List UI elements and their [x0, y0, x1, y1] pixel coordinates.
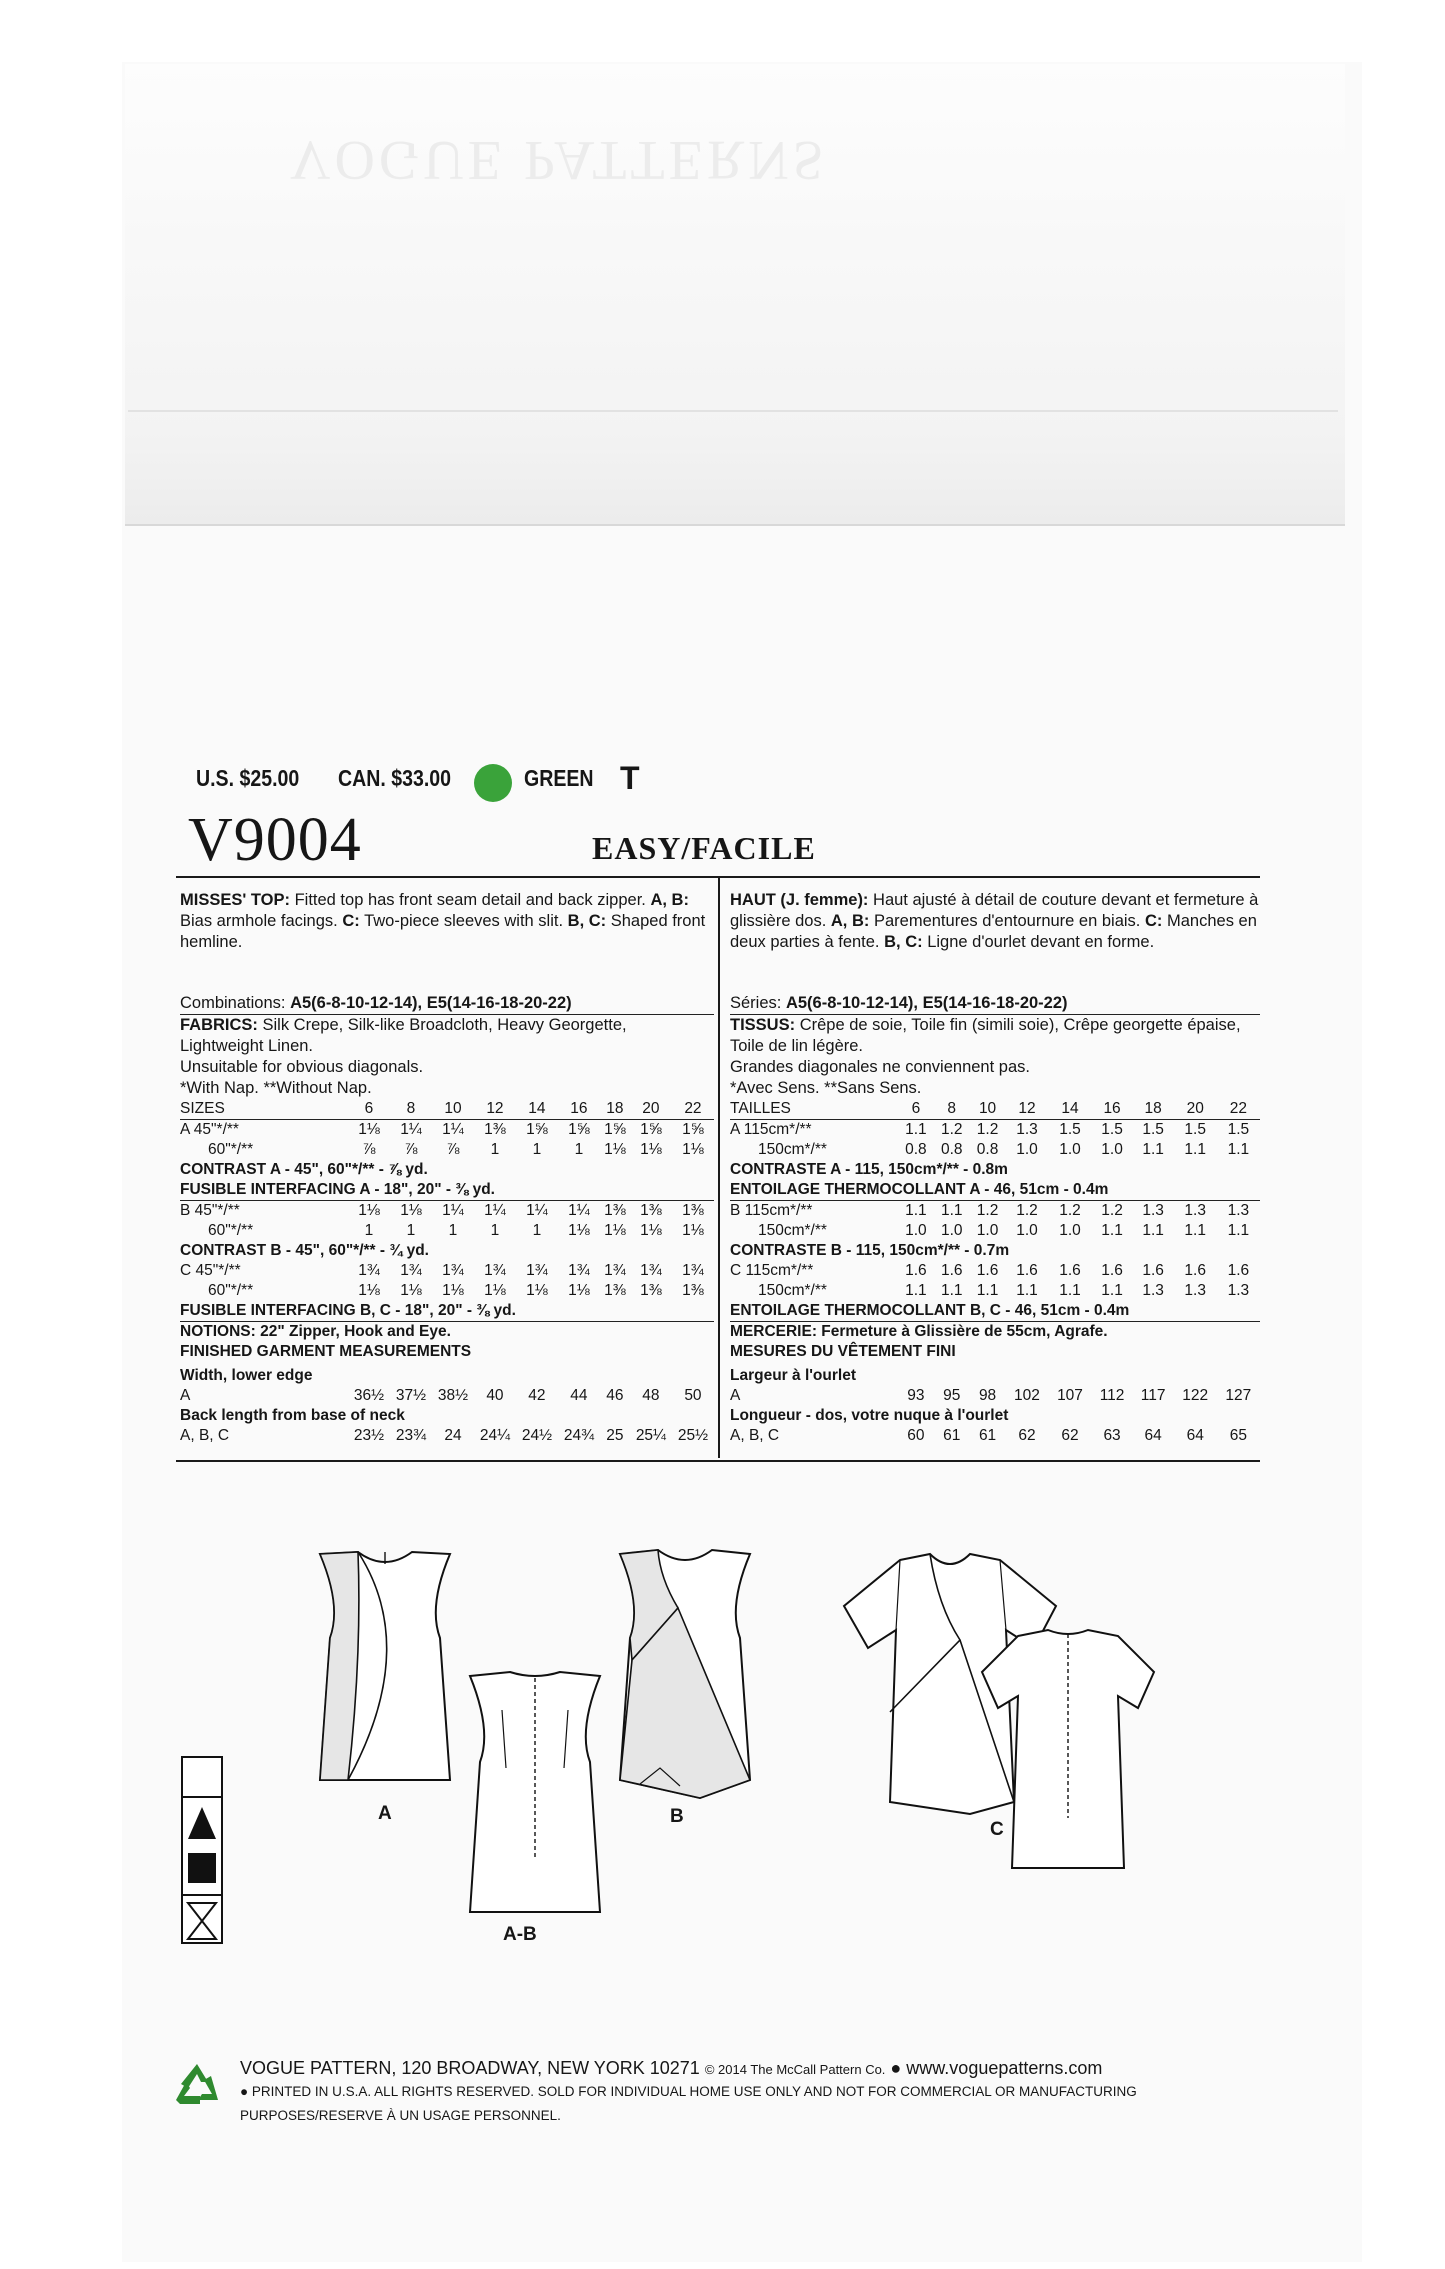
size-header-cell: 12 [474, 1099, 516, 1120]
table-cell: 1 [532, 1141, 542, 1158]
table-cell: 24¾ [563, 1427, 594, 1444]
table-cell: 1⅛ [640, 1141, 662, 1158]
table-cell: 1¼ [484, 1202, 506, 1219]
desc-ab: A, B: [830, 912, 870, 930]
table-row [730, 1406, 1260, 1426]
row-label: MERCERIE: Fermeture à Glissière de 55cm, Agrafe. [730, 1323, 1108, 1340]
table-cell: 1.5 [1059, 1121, 1081, 1138]
symbol-key [180, 1755, 224, 1950]
fabrics-label: TISSUS: [730, 1016, 796, 1034]
table-cell: 1⅛ [442, 1282, 464, 1299]
footer-rights: PRINTED IN U.S.A. ALL RIGHTS RESERVED. SOLD FOR INDIVIDUAL HOME USE ONLY AND NOT FOR COMMERCIAL OR MANUFACTURING [251, 2084, 1137, 2099]
table-cell: 1.1 [1142, 1141, 1164, 1158]
table-row [730, 1201, 1260, 1222]
table-cell: 1 [448, 1222, 458, 1239]
table-cell: 1.2 [976, 1202, 999, 1219]
desc-head: MISSES' TOP: [180, 891, 290, 909]
table-cell: 1.5 [1227, 1121, 1250, 1138]
table-cell: 1.5 [1142, 1121, 1164, 1138]
row-label: A, B, C [180, 1427, 230, 1444]
table-cell: 64 [1144, 1427, 1162, 1444]
table-cell: 95 [943, 1387, 961, 1404]
desc-text: Fitted top has front seam detail and back zipper. [294, 891, 646, 909]
table-row [730, 1120, 1260, 1141]
row-label: 150cm*/** [758, 1282, 827, 1299]
table-row [180, 1180, 714, 1201]
table-row [180, 1120, 714, 1141]
table-cell: 1.0 [1016, 1141, 1038, 1158]
pattern-number: V9004 [188, 806, 362, 874]
row-label: 60"*/** [208, 1222, 254, 1239]
size-header-cell: 8 [390, 1099, 432, 1120]
table-cell: 93 [907, 1387, 925, 1404]
table-cell: 1⅝ [526, 1121, 548, 1138]
table-cell: 1.0 [940, 1222, 963, 1239]
table-cell: 0.8 [905, 1141, 927, 1158]
table-cell: 1⅜ [640, 1282, 662, 1299]
row-label: A [180, 1387, 191, 1404]
table-cell: 0.8 [976, 1141, 999, 1158]
desc-ab-text: Parementures d'entournure en biais. [873, 912, 1141, 930]
row-label: 150cm*/** [758, 1222, 827, 1239]
table-cell: 1¾ [640, 1262, 662, 1279]
table-cell: 1.3 [1227, 1282, 1250, 1299]
table-cell: 1.1 [905, 1282, 927, 1299]
table-cell: 1 [364, 1222, 374, 1239]
table-row [730, 1241, 1260, 1261]
table-cell: 1¼ [526, 1202, 548, 1219]
table-cell: 1⅛ [526, 1282, 548, 1299]
table-cell: 98 [978, 1387, 997, 1404]
combinations-label: Combinations: [180, 994, 286, 1012]
nap-note: *Avec Sens. **Sans Sens. [730, 1079, 922, 1097]
desc-c-text: Manches en deux parties à fente. [730, 912, 1257, 951]
table-cell: 1 [406, 1222, 416, 1239]
desc-c: C: [1144, 912, 1163, 930]
table-cell: 25 [606, 1427, 624, 1444]
faded-brand-bleedthrough: VOGUE PATTERNS [290, 129, 828, 191]
table-cell: 63 [1103, 1427, 1121, 1444]
fabrics-label: FABRICS: [180, 1016, 258, 1034]
table-cell: 1¾ [442, 1262, 464, 1279]
table-cell: 1.1 [1101, 1222, 1123, 1239]
size-header-cell: 18 [600, 1099, 630, 1120]
table-cell: 1⅛ [358, 1282, 380, 1299]
table-cell: 24½ [521, 1427, 553, 1444]
size-header-cell: 22 [672, 1099, 714, 1120]
table-cell: 64 [1186, 1427, 1204, 1444]
table-row [730, 1301, 1260, 1322]
table-row [730, 1362, 1260, 1386]
desc-bc-text: Ligne d'ourlet devant en forme. [927, 933, 1155, 951]
table-cell: 1¾ [568, 1262, 590, 1279]
table-row [180, 1386, 714, 1406]
table-cell: 1¾ [400, 1262, 422, 1279]
size-header-cell: 10 [432, 1099, 474, 1120]
table-cell: 1.3 [1142, 1202, 1164, 1219]
table-cell: 1¾ [604, 1262, 626, 1279]
table-cell: 40 [486, 1387, 504, 1404]
desc-bc: B, C: [567, 912, 607, 930]
size-header-cell: 12 [1005, 1099, 1048, 1120]
table-cell: 46 [606, 1387, 624, 1404]
table-cell: 1.1 [1101, 1282, 1123, 1299]
size-header-cell: 20 [630, 1099, 672, 1120]
row-label: 60"*/** [208, 1141, 254, 1158]
table-cell: 1¼ [400, 1121, 422, 1138]
row-label: C 115cm*/** [730, 1262, 814, 1279]
table-cell: 1⅛ [568, 1222, 590, 1239]
table-row [180, 1406, 714, 1426]
table-cell: 1.1 [1184, 1141, 1206, 1158]
table-cell: 61 [978, 1427, 997, 1444]
table-cell: 1¼ [568, 1202, 590, 1219]
table-bottom-rule [176, 1460, 1260, 1462]
desc-c-text: Two-piece sleeves with slit. [364, 912, 564, 930]
table-cell: 1.1 [905, 1121, 927, 1138]
table-row [730, 1386, 1260, 1406]
table-cell: 1.1 [1184, 1222, 1206, 1239]
table-row [180, 1241, 714, 1261]
table-row [180, 1160, 714, 1180]
table-cell: 1.3 [1016, 1121, 1038, 1138]
table-cell: 36½ [353, 1387, 385, 1404]
table-cell: 1⅛ [640, 1222, 662, 1239]
table-cell: 1⅛ [358, 1121, 380, 1138]
row-label: Largeur à l'ourlet [730, 1367, 856, 1384]
table-cell: 1⅛ [358, 1202, 380, 1219]
table-cell: 1.1 [1142, 1222, 1164, 1239]
size-header-label: SIZES [180, 1099, 348, 1120]
nap-note: *With Nap. **Without Nap. [180, 1079, 372, 1097]
table-cell: 1.1 [1227, 1141, 1250, 1158]
table-cell: 1.0 [1059, 1141, 1081, 1158]
table-cell: 1⅛ [484, 1282, 506, 1299]
desc-bc: B, C: [884, 933, 923, 951]
table-row [730, 1426, 1260, 1446]
row-label: ENTOILAGE THERMOCOLLANT B, C - 46, 51cm - 0.4m [730, 1301, 1260, 1322]
table-cell: 42 [528, 1387, 546, 1404]
table-cell: 107 [1057, 1387, 1083, 1404]
size-header-cell: 6 [898, 1099, 934, 1120]
table-cell: 1⅛ [682, 1141, 704, 1158]
table-cell: 1.2 [1101, 1202, 1123, 1219]
table-cell: ⅞ [404, 1141, 418, 1158]
price-can: CAN. $33.00 [338, 765, 452, 791]
table-cell: 1⅛ [400, 1282, 422, 1299]
table-row [180, 1342, 714, 1362]
view-a-label: A [378, 1803, 392, 1824]
size-header-cell: 18 [1133, 1099, 1174, 1120]
table-cell: 1.2 [1016, 1202, 1038, 1219]
table-cell: 1⅜ [604, 1282, 626, 1299]
table-cell: 1.6 [1227, 1262, 1250, 1279]
table-cell: 1.3 [1227, 1202, 1250, 1219]
table-cell: 0.8 [940, 1141, 963, 1158]
row-label: CONTRAST A - 45", 60"*/** - ⅞ yd. [180, 1161, 428, 1178]
desc-bc-text: Shaped front hemline. [180, 912, 706, 951]
table-cell: ⅞ [446, 1141, 460, 1158]
table-cell: 1⅝ [682, 1121, 704, 1138]
table-cell: 1.1 [1227, 1222, 1250, 1239]
table-cell: 1.6 [1184, 1262, 1206, 1279]
table-cell: 127 [1225, 1387, 1252, 1404]
combinations-value: A5(6-8-10-12-14), E5(14-16-18-20-22) [785, 994, 1068, 1012]
table-cell: 1⅜ [682, 1282, 704, 1299]
table-row [730, 1342, 1260, 1362]
row-label: FUSIBLE INTERFACING B, C - 18", 20" - ⅜ yd. [180, 1301, 714, 1322]
table-cell: 1⅛ [604, 1222, 626, 1239]
table-row [730, 1160, 1260, 1180]
french-fabrics [730, 993, 1260, 1099]
table-cell: 1⅜ [604, 1202, 626, 1219]
table-cell: 1⅜ [484, 1121, 506, 1138]
table-row [730, 1140, 1260, 1160]
table-row [730, 1221, 1260, 1241]
combinations-value: A5(6-8-10-12-14), E5(14-16-18-20-22) [290, 994, 572, 1012]
table-cell: 1⅛ [604, 1141, 626, 1158]
table-cell: 1¼ [442, 1121, 464, 1138]
row-label: FUSIBLE INTERFACING A - 18", 20" - ⅜ yd. [180, 1180, 714, 1201]
size-header-cell: 10 [970, 1099, 1006, 1120]
table-cell: 1.3 [1184, 1202, 1206, 1219]
table-cell: 1⅝ [604, 1121, 626, 1138]
table-cell: 1¼ [442, 1202, 464, 1219]
table-cell: 1.2 [1059, 1202, 1081, 1219]
table-row [180, 1426, 714, 1446]
french-yardage-table [730, 1099, 1260, 1446]
table-row [730, 1261, 1260, 1281]
row-label: ENTOILAGE THERMOCOLLANT A - 46, 51cm - 0.4m [730, 1180, 1260, 1201]
english-yardage-table [180, 1099, 714, 1446]
table-row [180, 1301, 714, 1322]
row-label: 150cm*/** [758, 1141, 827, 1158]
footer-address: VOGUE PATTERN, 120 BROADWAY, NEW YORK 10271 [240, 2058, 700, 2078]
table-cell: 65 [1229, 1427, 1247, 1444]
row-label: MESURES DU VÊTEMENT FINI [730, 1343, 956, 1360]
unsuitable-note: Grandes diagonales ne conviennent pas. [730, 1058, 1030, 1076]
footer-line-2: ● PRINTED IN U.S.A. ALL RIGHTS RESERVED. SOLD FOR INDIVIDUAL HOME USE ONLY AND NOT FOR COMMERCIAL OR MANUFACTURING [240, 2084, 1137, 2099]
table-cell: 48 [642, 1387, 660, 1404]
table-cell: 117 [1140, 1387, 1166, 1404]
desc-c: C: [342, 912, 360, 930]
footer-website: www.voguepatterns.com [906, 2058, 1103, 2078]
row-label: C 45"*/** [180, 1262, 241, 1279]
price-us: U.S. $25.00 [196, 765, 300, 791]
size-header-cell: 16 [1092, 1099, 1133, 1120]
table-cell: 1.0 [1059, 1222, 1081, 1239]
table-row [180, 1261, 714, 1281]
row-label: Width, lower edge [180, 1367, 313, 1384]
table-cell: 1.6 [976, 1262, 999, 1279]
table-cell: 1¾ [526, 1262, 548, 1279]
french-description [730, 890, 1260, 953]
size-header-cell: 14 [516, 1099, 558, 1120]
row-label: FINISHED GARMENT MEASUREMENTS [180, 1343, 472, 1360]
table-cell: 1.5 [1184, 1121, 1206, 1138]
table-row [180, 1221, 714, 1241]
row-label: CONTRAST B - 45", 60"*/** - ¾ yd. [180, 1242, 429, 1259]
table-cell: 1⅜ [640, 1202, 662, 1219]
table-row [180, 1201, 714, 1222]
view-b-front-drawing [600, 1548, 770, 1808]
unsuitable-note: Unsuitable for obvious diagonals. [180, 1058, 424, 1076]
size-header-cell: 8 [934, 1099, 970, 1120]
size-header-cell: 20 [1174, 1099, 1217, 1120]
view-b-label: B [670, 1806, 684, 1827]
table-row [730, 1322, 1260, 1343]
table-cell: 1.1 [1016, 1282, 1038, 1299]
view-ab-label: A-B [503, 1924, 537, 1945]
view-c-back-drawing [978, 1628, 1158, 1878]
row-label: 60"*/** [208, 1282, 254, 1299]
table-cell: 1.6 [1016, 1262, 1038, 1279]
english-fabrics [180, 993, 714, 1099]
table-cell: 1.6 [940, 1262, 963, 1279]
table-cell: 122 [1182, 1387, 1209, 1404]
table-cell: 1 [490, 1141, 500, 1158]
color-code: GREEN [524, 765, 594, 791]
row-label: A 115cm*/** [730, 1121, 812, 1138]
table-cell: 1.5 [1101, 1121, 1123, 1138]
table-cell: 1.6 [1059, 1262, 1081, 1279]
table-cell: 1.3 [1184, 1282, 1206, 1299]
row-label: CONTRASTE B - 115, 150cm*/** - 0.7m [730, 1242, 1010, 1259]
table-cell: 1.0 [1101, 1141, 1123, 1158]
table-cell: 37½ [395, 1387, 427, 1404]
row-label: NOTIONS: 22" Zipper, Hook and Eye. [180, 1323, 451, 1340]
table-row [730, 1281, 1260, 1301]
english-description [180, 890, 712, 953]
table-row [730, 1180, 1260, 1201]
desc-ab-text: Bias armhole facings. [180, 912, 338, 930]
table-cell: 112 [1099, 1387, 1125, 1404]
fold-line [128, 410, 1338, 412]
combinations-label: Séries: [730, 994, 782, 1012]
table-cell: 60 [907, 1427, 925, 1444]
desc-ab: A, B: [650, 891, 689, 909]
size-header-cell: 22 [1217, 1099, 1260, 1120]
table-cell: 1.1 [1059, 1282, 1081, 1299]
footer-copyright: © 2014 The McCall Pattern Co. [704, 2062, 886, 2077]
table-cell: 44 [570, 1387, 588, 1404]
size-header-cell: 6 [348, 1099, 390, 1120]
table-cell: 24 [444, 1427, 462, 1444]
row-label: Longueur - dos, votre nuque à l'ourlet [730, 1407, 1009, 1424]
row-label: Back length from base of neck [180, 1407, 405, 1424]
table-cell: 62 [1061, 1427, 1079, 1444]
size-header-cell: 14 [1049, 1099, 1092, 1120]
table-cell: 1 [574, 1141, 584, 1158]
desc-text: Haut ajusté à détail de couture devant et fermeture à glissière dos. [730, 891, 1259, 930]
table-cell: 23½ [353, 1427, 385, 1444]
size-header-row [730, 1099, 1260, 1120]
row-label: A [730, 1387, 741, 1404]
table-cell: 1.1 [940, 1202, 963, 1219]
table-cell: 1.0 [905, 1222, 927, 1239]
table-cell: 1 [490, 1222, 500, 1239]
table-cell: 1.2 [976, 1121, 999, 1138]
table-cell: 24¼ [479, 1427, 511, 1444]
row-label: A, B, C [730, 1427, 780, 1444]
table-cell: 38½ [437, 1387, 469, 1404]
table-row [180, 1362, 714, 1386]
table-cell: 25¼ [635, 1427, 666, 1444]
table-cell: 1⅝ [640, 1121, 662, 1138]
table-cell: 1⅝ [568, 1121, 590, 1138]
footer-line-1: VOGUE PATTERN, 120 BROADWAY, NEW YORK 10271 © 2014 The McCall Pattern Co. ● www.voguepatterns.com [240, 2058, 1103, 2078]
table-cell: 1¾ [484, 1262, 506, 1279]
row-label: B 115cm*/** [730, 1202, 813, 1219]
table-cell: 1.1 [976, 1282, 999, 1299]
size-header-label: TAILLES [730, 1099, 898, 1120]
letter-code: T [620, 760, 640, 796]
footer-line-3: PURPOSES/RESERVE À UN USAGE PERSONNEL. [240, 2108, 561, 2123]
fabrics-value: Crêpe de soie, Toile fin (simili soie), Crêpe georgette épaise, Toile de lin légère. [730, 1016, 1241, 1055]
table-cell: ⅞ [362, 1141, 376, 1158]
recycle-icon [168, 2060, 226, 2121]
view-c-label: C [990, 1819, 1004, 1840]
color-dot-icon [474, 764, 512, 802]
view-ab-back-drawing [450, 1670, 620, 1920]
view-a-front-drawing [300, 1548, 470, 1788]
table-cell: 1¾ [682, 1262, 704, 1279]
table-cell: 1.0 [1016, 1222, 1038, 1239]
table-cell: 61 [943, 1427, 961, 1444]
table-cell: 1 [532, 1222, 542, 1239]
table-cell: 1¾ [358, 1262, 380, 1279]
table-cell: 1⅛ [400, 1202, 422, 1219]
table-cell: 1.2 [940, 1121, 963, 1138]
table-row [180, 1322, 714, 1343]
fabrics-value: Silk Crepe, Silk-like Broadcloth, Heavy Georgette, Lightweight Linen. [180, 1016, 627, 1055]
difficulty: EASY/FACILE [592, 830, 816, 866]
column-divider [718, 878, 720, 1458]
table-cell: 1⅛ [682, 1222, 704, 1239]
size-header-row [180, 1099, 714, 1120]
size-header-cell: 16 [558, 1099, 600, 1120]
table-cell: 50 [684, 1387, 702, 1404]
table-cell: 1.6 [1142, 1262, 1164, 1279]
row-label: A 45"*/** [180, 1121, 239, 1138]
table-cell: 62 [1018, 1427, 1036, 1444]
table-cell: 1.6 [1101, 1262, 1123, 1279]
table-cell: 1.1 [905, 1202, 927, 1219]
table-cell: 25½ [677, 1427, 709, 1444]
table-cell: 1.6 [905, 1262, 927, 1279]
table-cell: 1⅛ [568, 1282, 590, 1299]
desc-head: HAUT (J. femme): [730, 891, 869, 909]
table-cell: 23¾ [395, 1427, 427, 1444]
table-row [180, 1140, 714, 1160]
table-cell: 1⅜ [682, 1202, 704, 1219]
table-cell: 1.1 [940, 1282, 963, 1299]
table-cell: 1.0 [976, 1222, 999, 1239]
row-label: B 45"*/** [180, 1202, 240, 1219]
table-row [180, 1281, 714, 1301]
table-cell: 1.3 [1142, 1282, 1164, 1299]
table-cell: 102 [1014, 1387, 1040, 1404]
row-label: CONTRASTE A - 115, 150cm*/** - 0.8m [730, 1161, 1008, 1178]
